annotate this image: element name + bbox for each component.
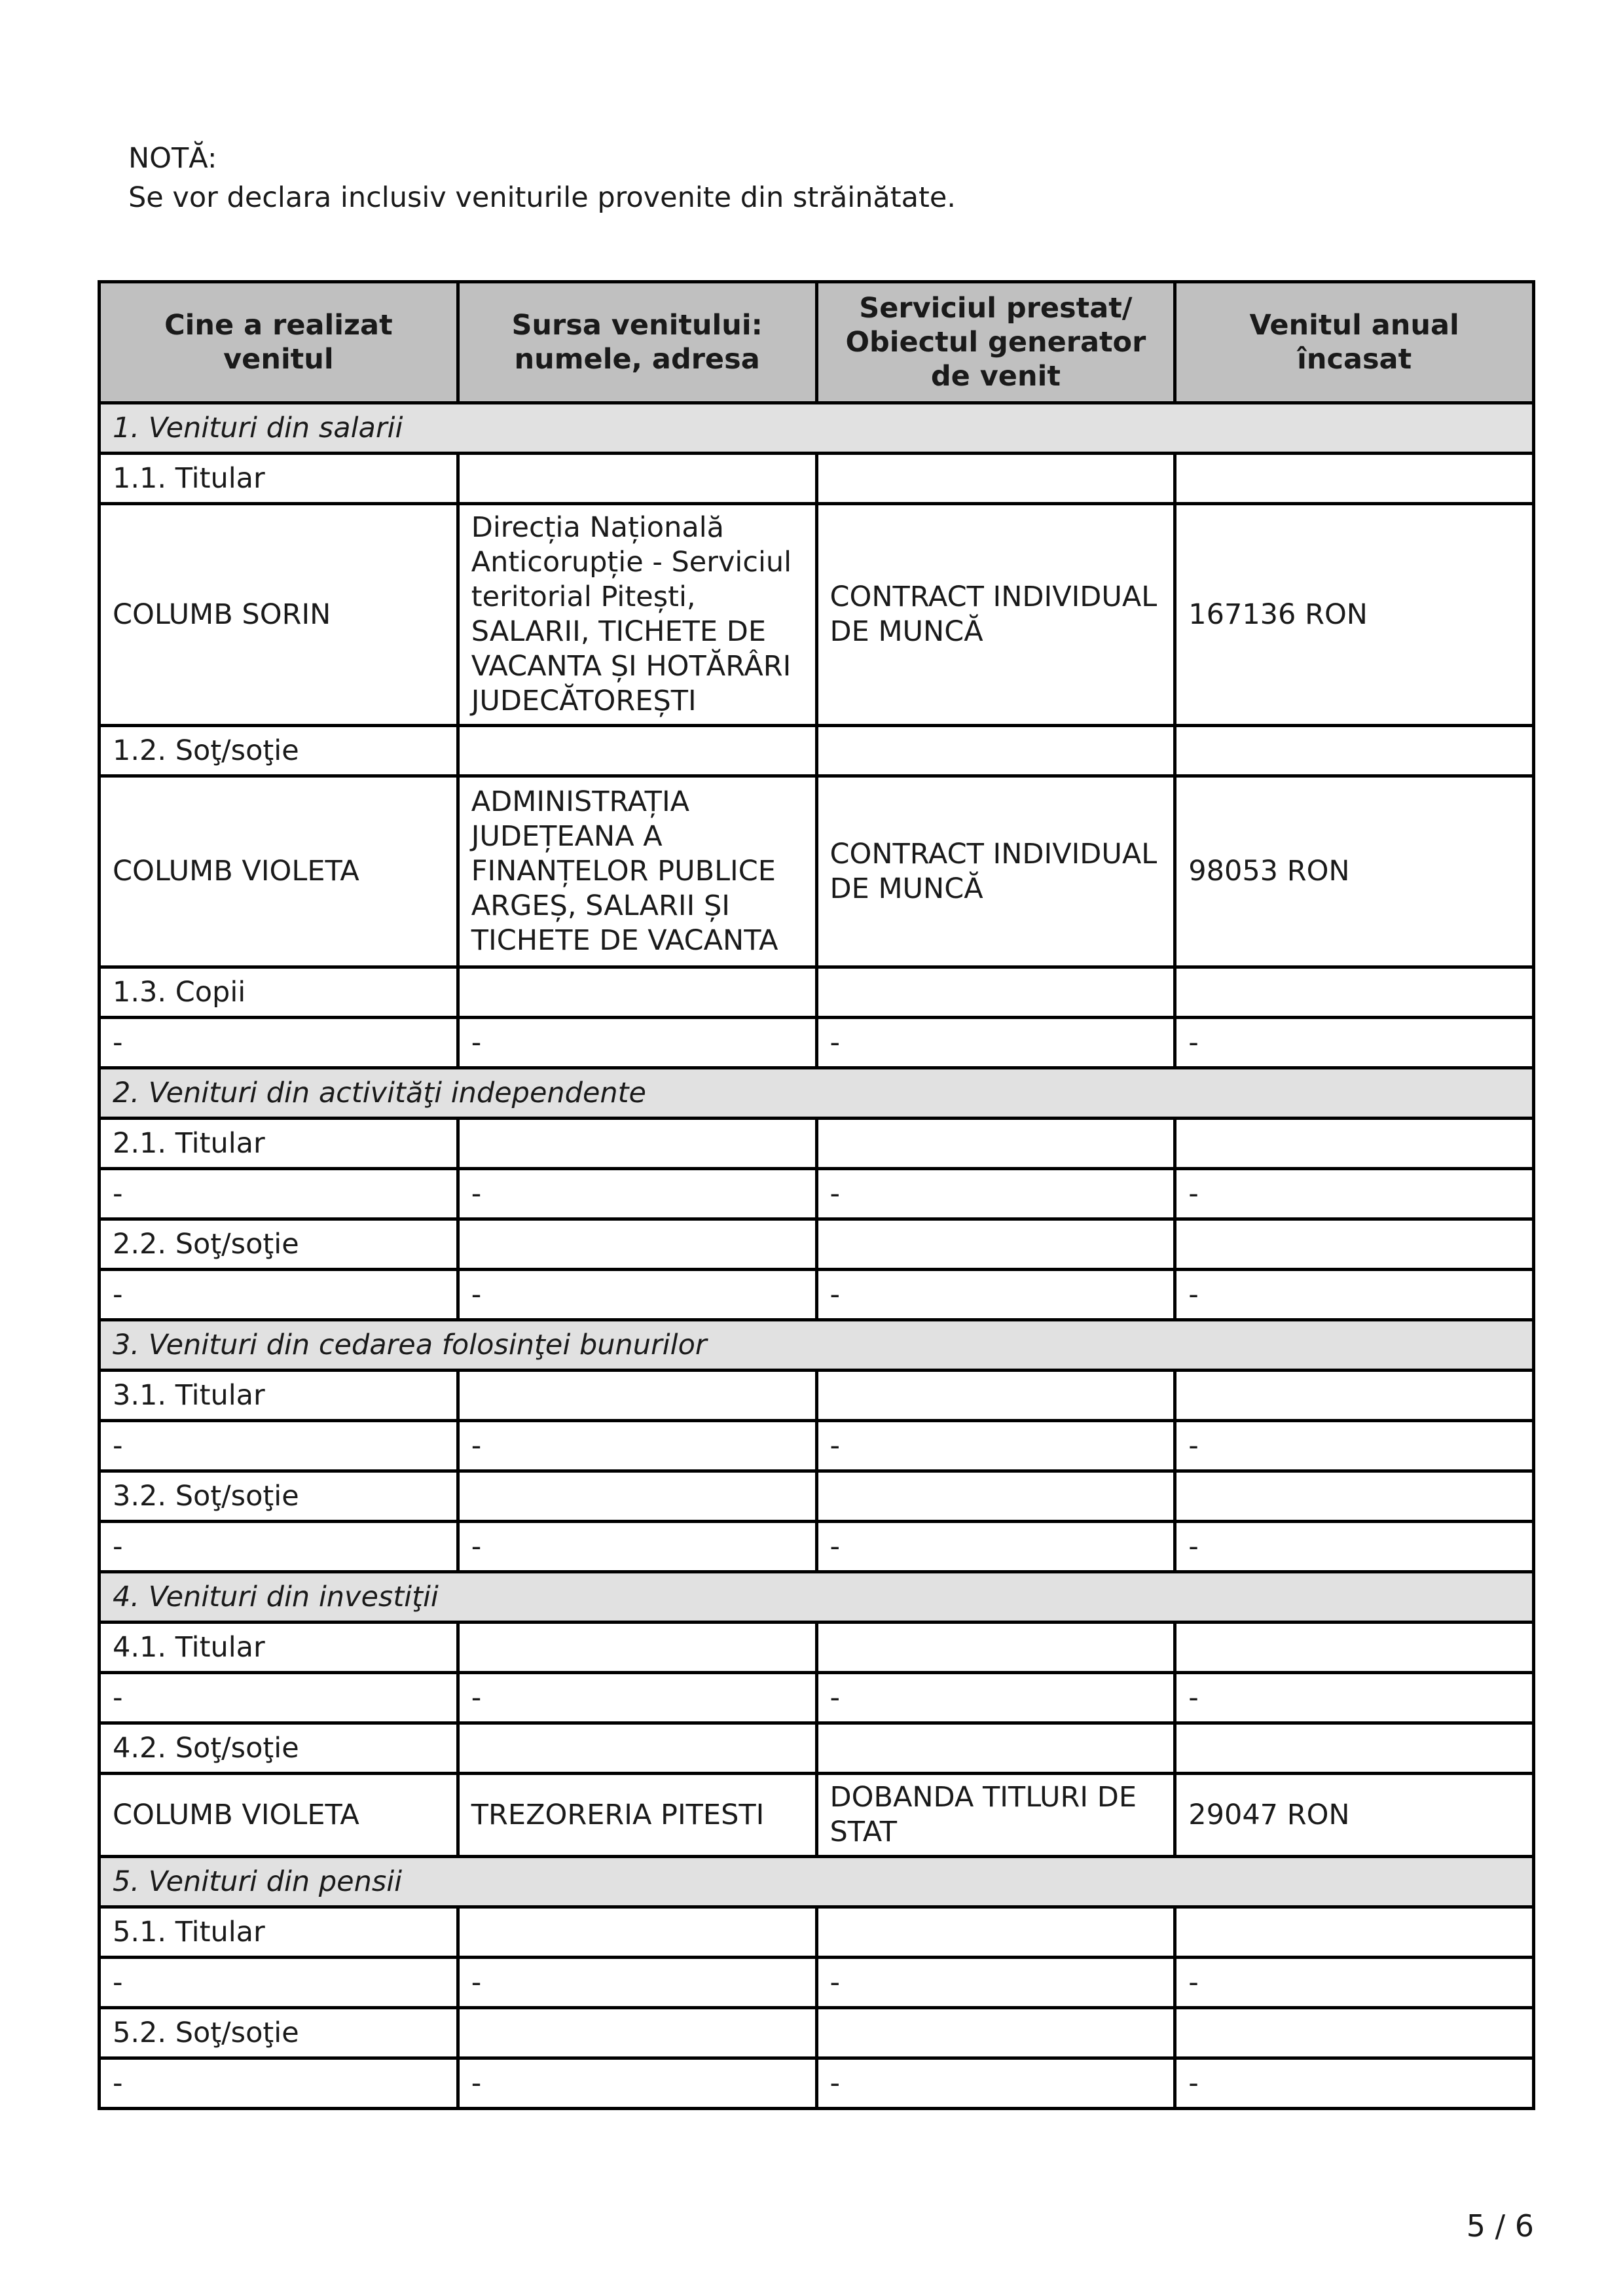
cell-beneficiary: COLUMB SORIN [100, 504, 458, 726]
table-row [100, 1018, 1534, 1068]
cell-annual-income [1175, 1723, 1534, 1774]
cell-annual-income: - [1175, 1522, 1534, 1572]
cell-service [816, 1723, 1175, 1774]
cell-annual-income: - [1175, 1018, 1534, 1068]
cell-beneficiary: - [100, 1270, 458, 1320]
table-row [100, 1522, 1534, 1572]
cell-service [816, 454, 1175, 504]
cell-annual-income: - [1175, 2058, 1534, 2109]
cell-source: - [458, 1673, 816, 1723]
cell-service: - [816, 2058, 1175, 2109]
section-label: 2. Venituri din activităţi independente [100, 1068, 1534, 1119]
cell-source [458, 1623, 816, 1673]
cell-service [816, 726, 1175, 776]
cell-beneficiary: COLUMB VIOLETA [100, 776, 458, 967]
table-row [100, 1723, 1534, 1774]
table-row [100, 1907, 1534, 1958]
section-header-row [100, 1572, 1534, 1623]
note-text: Se vor declara inclusiv veniturile provenite din străinătate. [128, 181, 956, 214]
note-title: NOTĂ: [128, 142, 217, 175]
cell-source [458, 454, 816, 504]
cell-source [458, 1723, 816, 1774]
cell-service: - [816, 1270, 1175, 1320]
section-header-row [100, 1068, 1534, 1119]
table-row [100, 1623, 1534, 1673]
cell-source: ADMINISTRAȚIA JUDEȚEANA A FINANȚELOR PUBLICE ARGEȘ, SALARII ȘI TICHETE DE VACANTA [458, 776, 816, 967]
table-row [100, 1371, 1534, 1421]
cell-annual-income [1175, 1471, 1534, 1522]
cell-annual-income [1175, 1119, 1534, 1169]
cell-service [816, 1119, 1175, 1169]
page-number: 5 / 6 [1466, 2208, 1534, 2244]
table-row [100, 1673, 1534, 1723]
cell-annual-income: 98053 RON [1175, 776, 1534, 967]
cell-service: - [816, 1673, 1175, 1723]
cell-beneficiary: - [100, 1958, 458, 2008]
cell-beneficiary: - [100, 2058, 458, 2109]
section-header-row [100, 1857, 1534, 1907]
cell-service: CONTRACT INDIVIDUAL DE MUNCĂ [816, 776, 1175, 967]
note-block [128, 139, 956, 217]
cell-annual-income: - [1175, 1958, 1534, 2008]
section-header-row [100, 1320, 1534, 1371]
section-label: 5. Venituri din pensii [100, 1857, 1534, 1907]
cell-source [458, 726, 816, 776]
cell-source: - [458, 2058, 816, 2109]
cell-beneficiary: 3.2. Soţ/soţie [100, 1471, 458, 1522]
cell-source [458, 1907, 816, 1958]
table-header-row [100, 282, 1534, 403]
table-row [100, 1958, 1534, 2008]
section-header-row [100, 403, 1534, 454]
table-row [100, 1219, 1534, 1270]
cell-beneficiary: 1.1. Titular [100, 454, 458, 504]
table-row [100, 2058, 1534, 2109]
cell-beneficiary: - [100, 1522, 458, 1572]
cell-beneficiary: - [100, 1169, 458, 1219]
cell-service [816, 967, 1175, 1018]
cell-source: - [458, 1169, 816, 1219]
cell-service [816, 1371, 1175, 1421]
cell-annual-income [1175, 726, 1534, 776]
cell-service [816, 1623, 1175, 1673]
cell-beneficiary: 2.1. Titular [100, 1119, 458, 1169]
cell-annual-income [1175, 1219, 1534, 1270]
header-serviciul-prestat: Serviciul prestat/ Obiectul generator de venit [816, 282, 1175, 403]
table-row [100, 1169, 1534, 1219]
cell-service: CONTRACT INDIVIDUAL DE MUNCĂ [816, 504, 1175, 726]
cell-beneficiary: 4.2. Soţ/soţie [100, 1723, 458, 1774]
cell-beneficiary: 3.1. Titular [100, 1371, 458, 1421]
cell-service [816, 1907, 1175, 1958]
income-table [98, 280, 1535, 2110]
table-row [100, 454, 1534, 504]
table-row [100, 1471, 1534, 1522]
cell-annual-income: - [1175, 1673, 1534, 1723]
cell-source: TREZORERIA PITESTI [458, 1774, 816, 1857]
cell-annual-income: - [1175, 1169, 1534, 1219]
cell-beneficiary: 2.2. Soţ/soţie [100, 1219, 458, 1270]
cell-service [816, 1471, 1175, 1522]
table-row [100, 2008, 1534, 2058]
header-sursa-venitului: Sursa venitului: numele, adresa [458, 282, 816, 403]
cell-source [458, 1119, 816, 1169]
cell-annual-income: 29047 RON [1175, 1774, 1534, 1857]
cell-source: Direcția Națională Anticorupție - Serviciul teritorial Pitești, SALARII, TICHETE DE VACANTA ȘI HOTĂRÂRI JUDECĂTOREȘTI [458, 504, 816, 726]
cell-beneficiary: - [100, 1421, 458, 1471]
cell-annual-income: 167136 RON [1175, 504, 1534, 726]
cell-annual-income [1175, 1907, 1534, 1958]
header-cine-a-realizat: Cine a realizat venitul [100, 282, 458, 403]
cell-service [816, 1219, 1175, 1270]
cell-source: - [458, 1522, 816, 1572]
table-row [100, 1421, 1534, 1471]
section-label: 3. Venituri din cedarea folosinţei bunurilor [100, 1320, 1534, 1371]
cell-source: - [458, 1421, 816, 1471]
cell-annual-income [1175, 1371, 1534, 1421]
cell-source [458, 1219, 816, 1270]
cell-annual-income [1175, 1623, 1534, 1673]
cell-source: - [458, 1018, 816, 1068]
cell-service: - [816, 1421, 1175, 1471]
cell-service: - [816, 1958, 1175, 2008]
header-venitul-anual: Venitul anual încasat [1175, 282, 1534, 403]
table-row [100, 967, 1534, 1018]
table-row [100, 1119, 1534, 1169]
cell-service: - [816, 1522, 1175, 1572]
section-label: 1. Venituri din salarii [100, 403, 1534, 454]
cell-beneficiary: - [100, 1673, 458, 1723]
cell-annual-income: - [1175, 1270, 1534, 1320]
table-row [100, 726, 1534, 776]
cell-service: DOBANDA TITLURI DE STAT [816, 1774, 1175, 1857]
cell-service: - [816, 1169, 1175, 1219]
cell-beneficiary: 1.3. Copii [100, 967, 458, 1018]
cell-beneficiary: 5.1. Titular [100, 1907, 458, 1958]
cell-beneficiary: - [100, 1018, 458, 1068]
cell-beneficiary: 4.1. Titular [100, 1623, 458, 1673]
cell-service [816, 2008, 1175, 2058]
cell-beneficiary: 5.2. Soţ/soţie [100, 2008, 458, 2058]
cell-source [458, 1471, 816, 1522]
cell-beneficiary: COLUMB VIOLETA [100, 1774, 458, 1857]
table-body [100, 403, 1534, 2109]
table-row [100, 1774, 1534, 1857]
cell-annual-income: - [1175, 1421, 1534, 1471]
section-label: 4. Venituri din investiţii [100, 1572, 1534, 1623]
cell-source [458, 2008, 816, 2058]
cell-source: - [458, 1958, 816, 2008]
cell-source: - [458, 1270, 816, 1320]
cell-annual-income [1175, 2008, 1534, 2058]
cell-annual-income [1175, 454, 1534, 504]
table-row [100, 776, 1534, 967]
cell-source [458, 967, 816, 1018]
cell-source [458, 1371, 816, 1421]
cell-beneficiary: 1.2. Soţ/soţie [100, 726, 458, 776]
table-row [100, 1270, 1534, 1320]
table-row [100, 504, 1534, 726]
cell-service: - [816, 1018, 1175, 1068]
cell-annual-income [1175, 967, 1534, 1018]
